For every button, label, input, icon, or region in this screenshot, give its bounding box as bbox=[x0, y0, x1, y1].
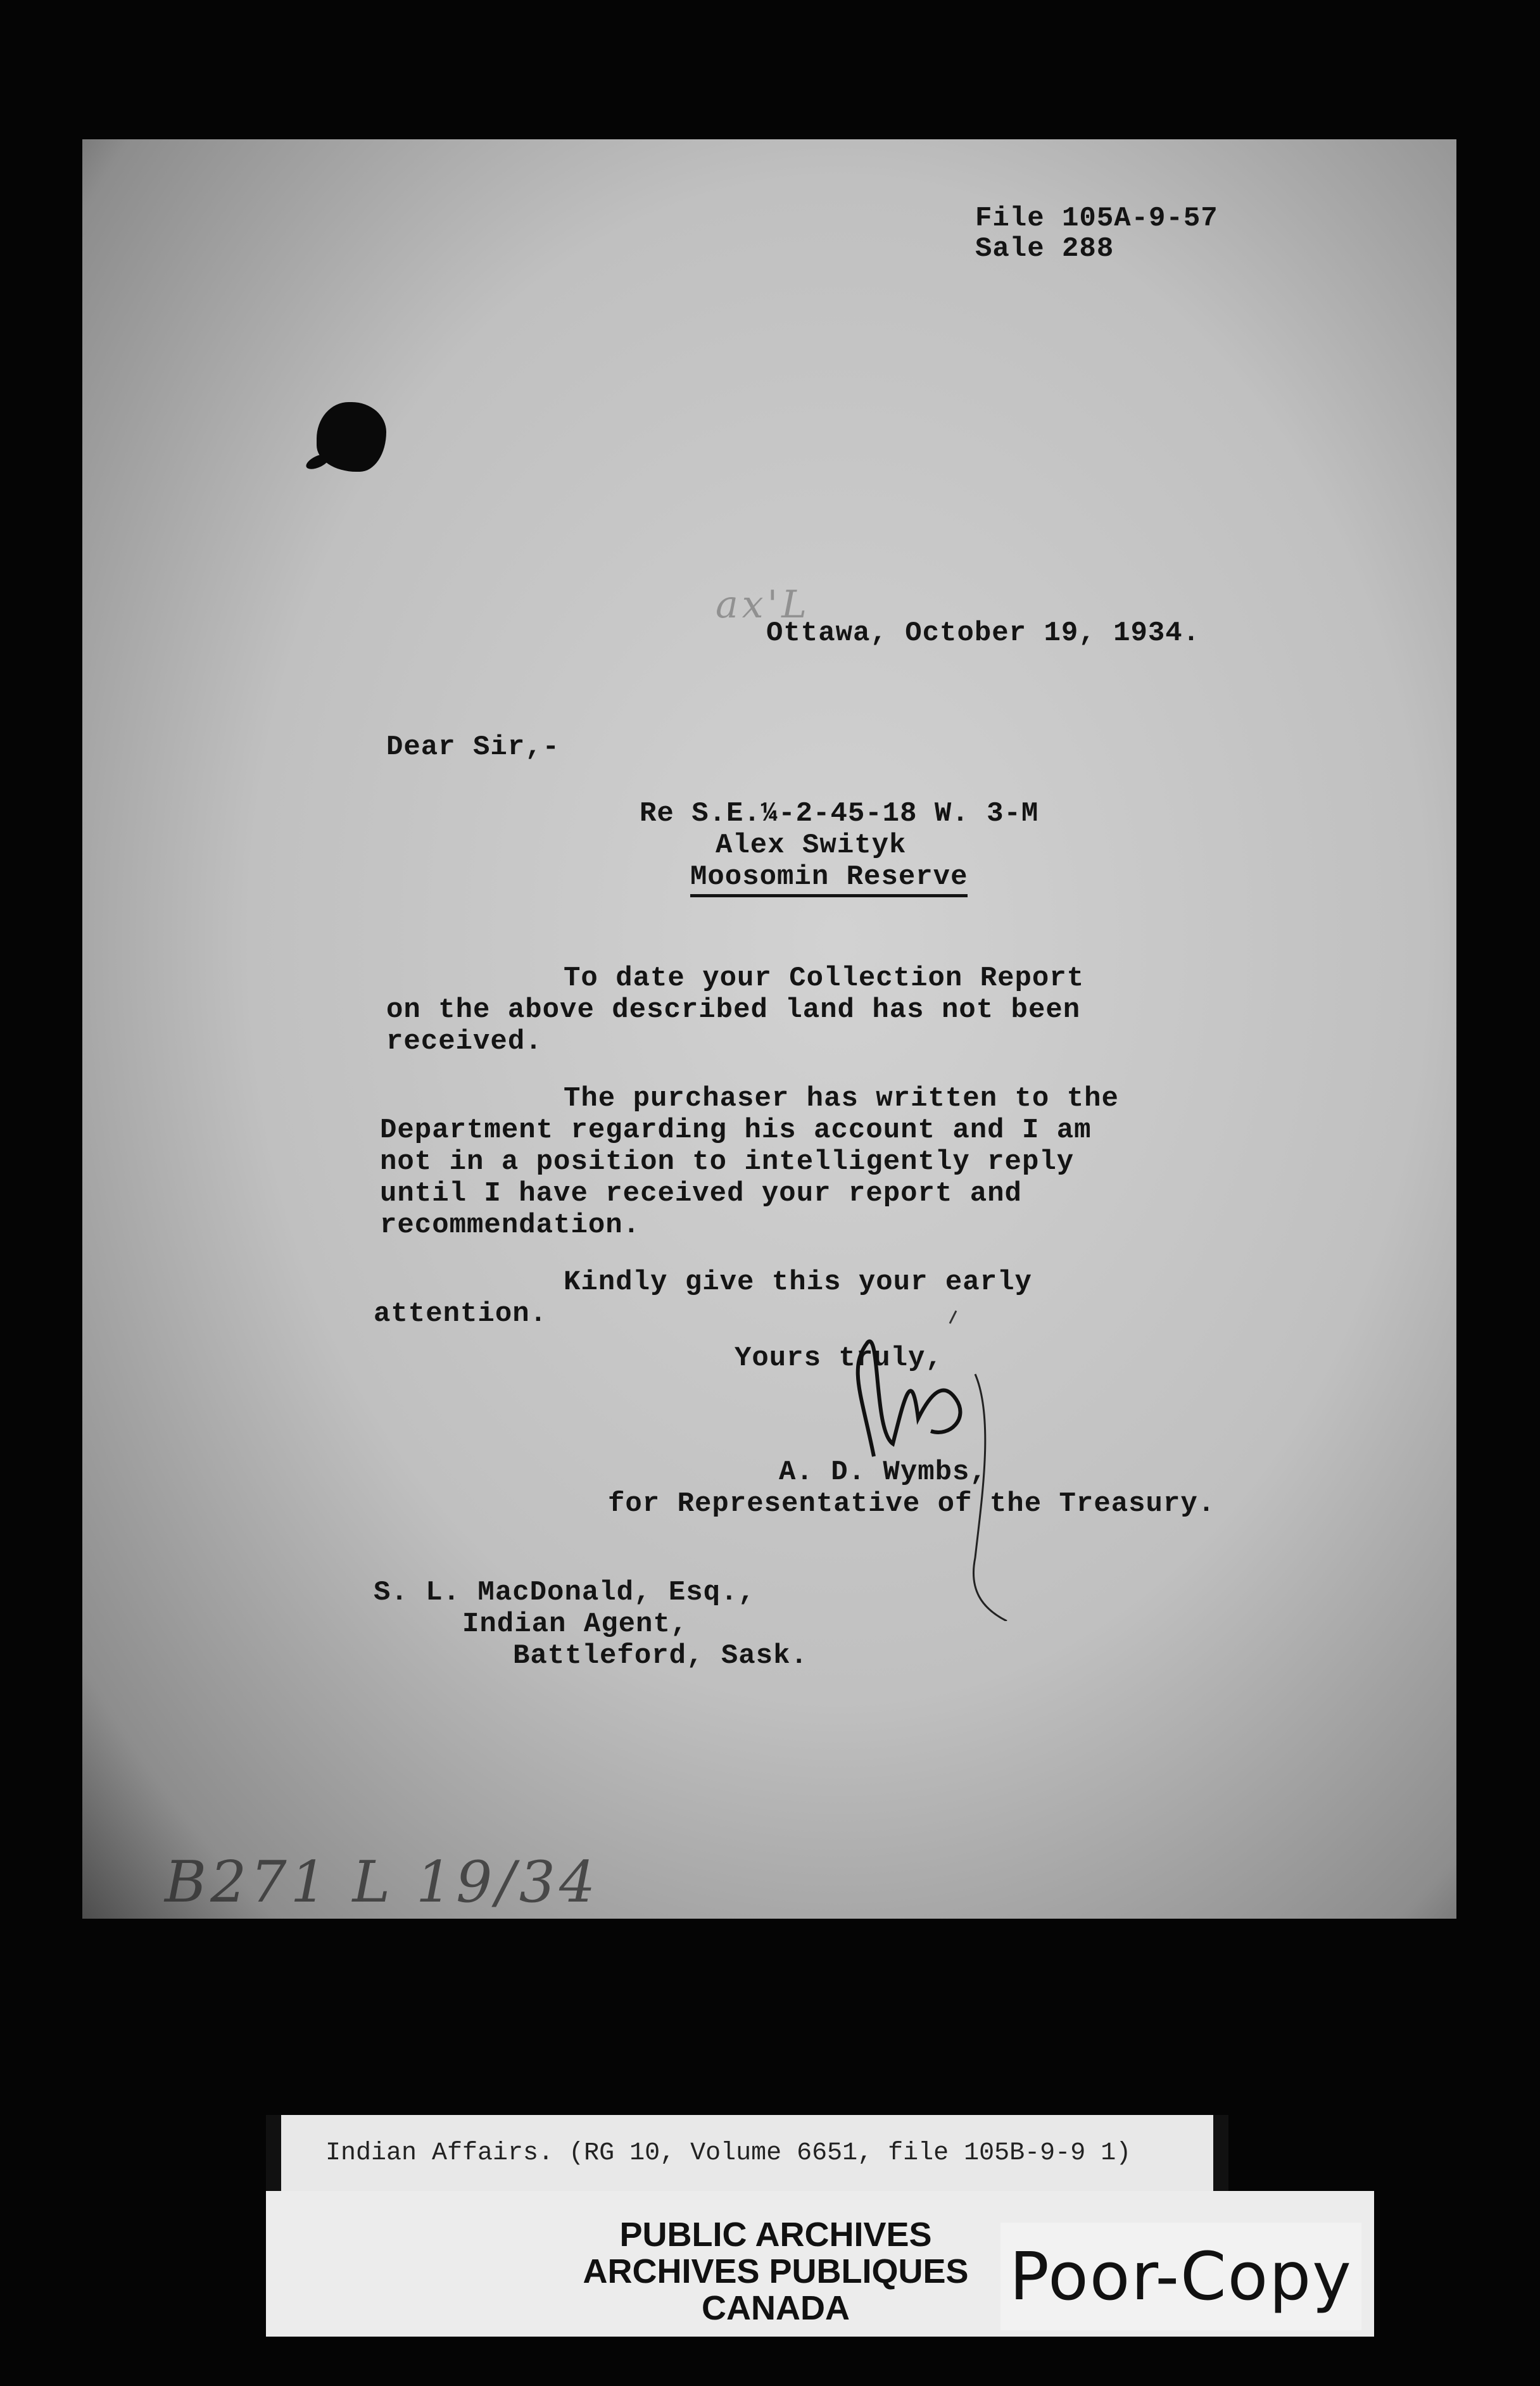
stamp-line-english: PUBLIC ARCHIVES bbox=[619, 2216, 932, 2254]
body-line: on the above described land has not been bbox=[386, 994, 1081, 1026]
pencil-note: ax'L bbox=[716, 583, 811, 627]
body-line: received. bbox=[386, 1026, 543, 1057]
stamp-line-french: ARCHIVES PUBLIQUES bbox=[583, 2252, 969, 2290]
handwritten-file-note: B271 L 19/34 bbox=[165, 1849, 600, 1916]
body-line: Kindly give this your early bbox=[564, 1266, 1032, 1298]
ink-blot-tail bbox=[304, 451, 332, 472]
salutation: Dear Sir,- bbox=[386, 731, 560, 763]
re-line-reserve: Moosomin Reserve bbox=[690, 861, 968, 897]
addressee-title: Indian Agent, bbox=[462, 1608, 688, 1640]
body-line: Department regarding his account and I am bbox=[380, 1114, 1092, 1146]
body-line: not in a position to intelligently reply bbox=[380, 1146, 1075, 1178]
letter-date: Ottawa, October 19, 1934. bbox=[766, 617, 1201, 649]
archive-reference: Indian Affairs. (RG 10, Volume 6651, file 105B-9-9 1) bbox=[325, 2139, 1132, 2168]
file-number: File 105A-9-57 bbox=[975, 203, 1218, 234]
archive-label bbox=[266, 2115, 1228, 2191]
sale-number: Sale 288 bbox=[975, 233, 1114, 265]
stamp-line-country: CANADA bbox=[702, 2289, 850, 2327]
signer-name: A. D. Wymbs, bbox=[779, 1456, 987, 1488]
letter-paper bbox=[82, 139, 1456, 1919]
body-line: attention. bbox=[374, 1298, 548, 1330]
re-line-land: Re S.E.¼-2-45-18 W. 3-M bbox=[640, 798, 1039, 830]
addressee-location: Battleford, Sask. bbox=[513, 1640, 808, 1672]
addressee-name: S. L. MacDonald, Esq., bbox=[374, 1577, 755, 1608]
body-line: until I have received your report and bbox=[380, 1178, 1022, 1209]
poor-copy-stamp: Poor-Copy bbox=[1000, 2223, 1361, 2330]
body-line: To date your Collection Report bbox=[564, 963, 1085, 994]
re-line-name: Alex Swityk bbox=[716, 830, 907, 861]
signer-title: for Representative of the Treasury. bbox=[608, 1488, 1216, 1520]
body-line: recommendation. bbox=[380, 1209, 641, 1241]
closing-yours-truly: Yours truly, bbox=[735, 1342, 943, 1374]
body-line: The purchaser has written to the bbox=[564, 1083, 1119, 1114]
